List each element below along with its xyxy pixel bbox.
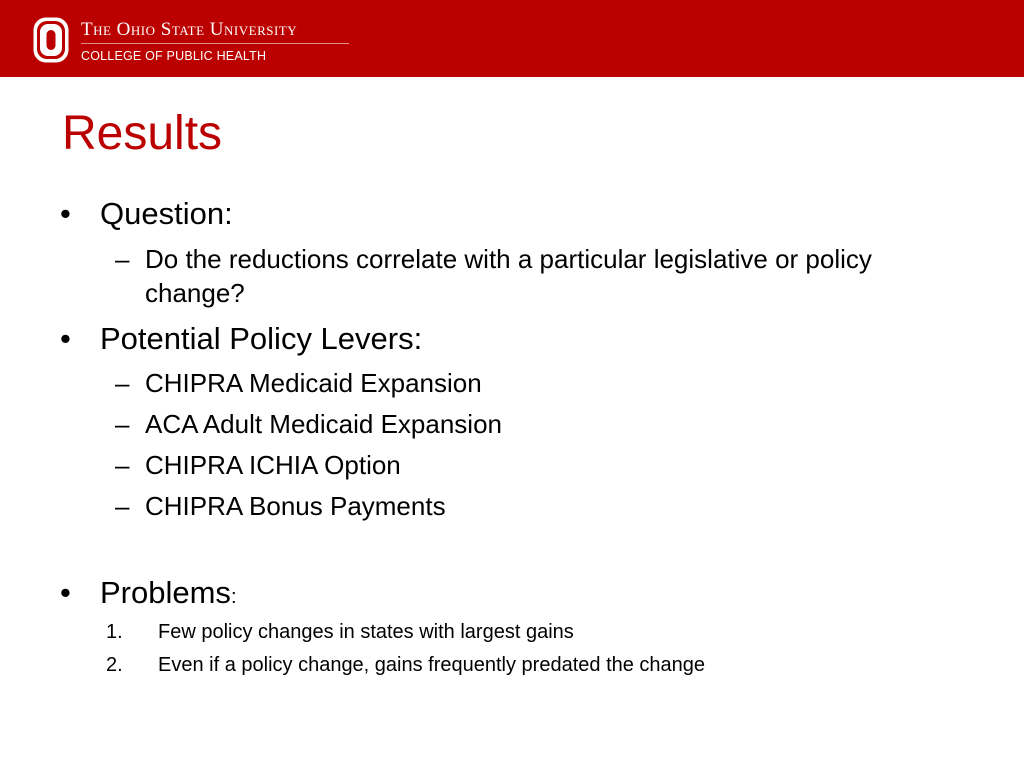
university-name: The Ohio State University — [81, 19, 298, 40]
header-bar — [0, 0, 1024, 77]
block-o-logo-icon — [33, 17, 69, 63]
sub-item-text: ACA Adult Medicaid Expansion — [145, 409, 502, 439]
sub-item-text: Do the reductions correlate with a particular legislative or policy change? — [145, 244, 872, 308]
sub-item — [115, 407, 955, 441]
bullet-heading: Potential Policy Levers: — [100, 321, 423, 356]
sub-item-text: CHIPRA ICHIA Option — [145, 450, 401, 480]
bullet-marker: • — [60, 321, 71, 356]
dash-marker: – — [115, 244, 130, 274]
sub-item-text: CHIPRA Bonus Payments — [145, 491, 446, 521]
bullet-marker: • — [60, 196, 71, 231]
sub-item-text: CHIPRA Medicaid Expansion — [145, 368, 482, 398]
sub-item — [115, 242, 955, 310]
sub-item — [115, 366, 955, 400]
bullet-heading: Problems — [100, 575, 231, 610]
slide-title: Results — [62, 107, 223, 160]
college-name: COLLEGE OF PUBLIC HEALTH — [81, 49, 267, 63]
numbered-item-text: Few policy changes in states with largest gains — [158, 621, 574, 643]
dash-marker: – — [115, 491, 130, 521]
dash-marker: – — [115, 450, 130, 480]
dash-marker: – — [115, 409, 130, 439]
number-marker: 2. — [106, 654, 123, 676]
bullet-heading: Question: — [100, 196, 233, 231]
header-divider — [81, 43, 349, 44]
numbered-item-text: Even if a policy change, gains frequently predated the change — [158, 654, 706, 676]
number-marker: 1. — [106, 621, 123, 643]
bullet-heading-wrap — [100, 574, 237, 616]
heading-colon: : — [230, 586, 237, 608]
dash-marker: – — [115, 368, 130, 398]
sub-item — [115, 489, 955, 523]
sub-item — [115, 448, 955, 482]
bullet-marker: • — [60, 575, 71, 610]
